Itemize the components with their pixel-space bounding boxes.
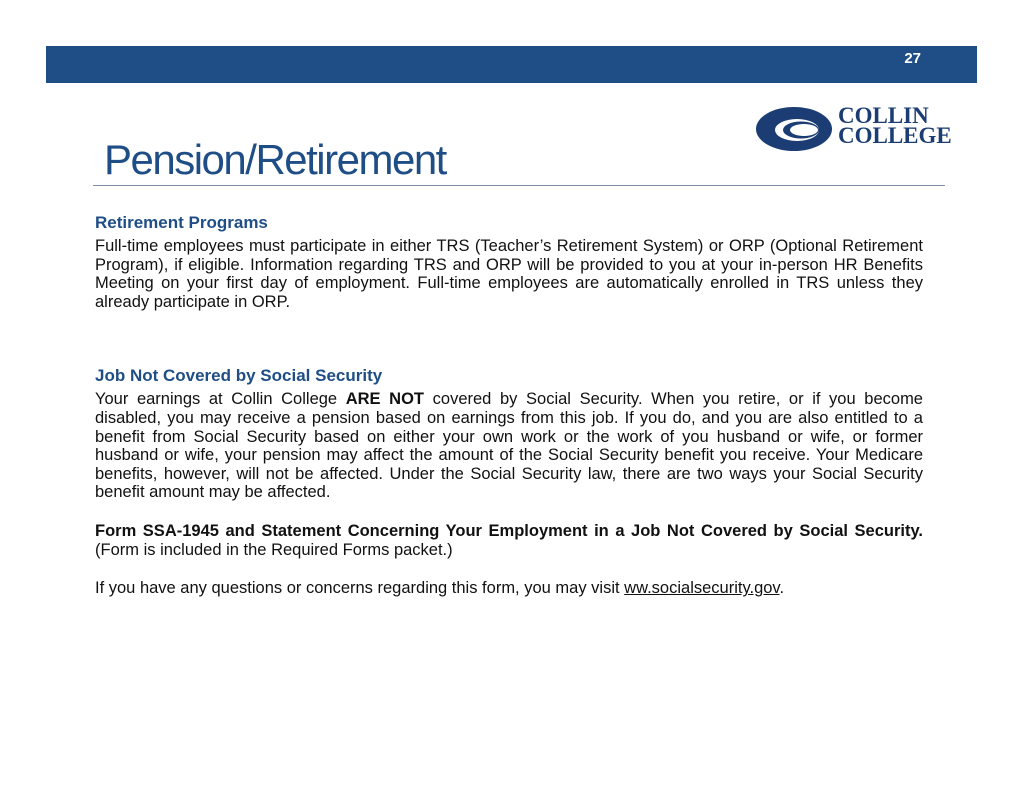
ss-text-pre: Your earnings at Collin College [95, 390, 346, 409]
job-not-covered-paragraph [95, 390, 923, 502]
job-not-covered-heading: Job Not Covered by Social Security [95, 366, 383, 386]
form-ssa-title: Form SSA-1945 and Statement Concerning Your Employment in a Job Not Covered by Social Security. [95, 521, 923, 540]
retirement-programs-heading: Retirement Programs [95, 213, 268, 232]
content-body [95, 213, 923, 598]
contact-end: . [779, 579, 785, 598]
form-ssa-paragraph [95, 522, 923, 559]
retirement-programs-paragraph: Full-time employees must participate in either TRS (Teacher’s Retirement System) or ORP (Optional Retirement Program), if eligible. Information regarding TRS and ORP will be provided to you at your in-person HR Benefits Meeting on your first day of employment. Full-time employees are automatically enrolled in TRS unless they already participate in ORP. [95, 237, 923, 311]
ss-text-post: covered by Social Security. When you retire, or if you become disabled, you may receive a pension based on earnings from this job. If you do, and you are also entitled to a benefit from Social Security based on either your own work or the work of you husband or wife, or former husband or wife, your pension may affect the amount of the Social Security benefit you receive. Your Medicare benefits, however, will not be affected. Under the Social Security law, there are two ways your Social Security benefit amount may be affected. [95, 390, 923, 502]
spacer [95, 502, 923, 522]
logo-line-2: COLLEGE [838, 123, 952, 148]
header-bar [46, 46, 977, 83]
contact-paragraph [95, 579, 923, 598]
logo-line-1: COLLIN [838, 103, 929, 128]
collin-college-logo [754, 104, 954, 154]
logo-wordmark [838, 103, 952, 148]
social-security-link[interactable]: ww.socialsecurity.gov [624, 579, 780, 598]
contact-text: If you have any questions or concerns regarding this form, you may visit [95, 579, 625, 598]
title-divider [93, 185, 945, 186]
ss-emphasis: ARE NOT [345, 390, 425, 409]
spacer [95, 559, 923, 579]
page-number: 27 [904, 50, 921, 67]
form-ssa-note: (Form is included in the Required Forms packet.) [95, 540, 453, 559]
page-title: Pension/Retirement [104, 136, 446, 183]
spacer [95, 311, 923, 366]
logo-swoosh-icon [754, 104, 834, 154]
